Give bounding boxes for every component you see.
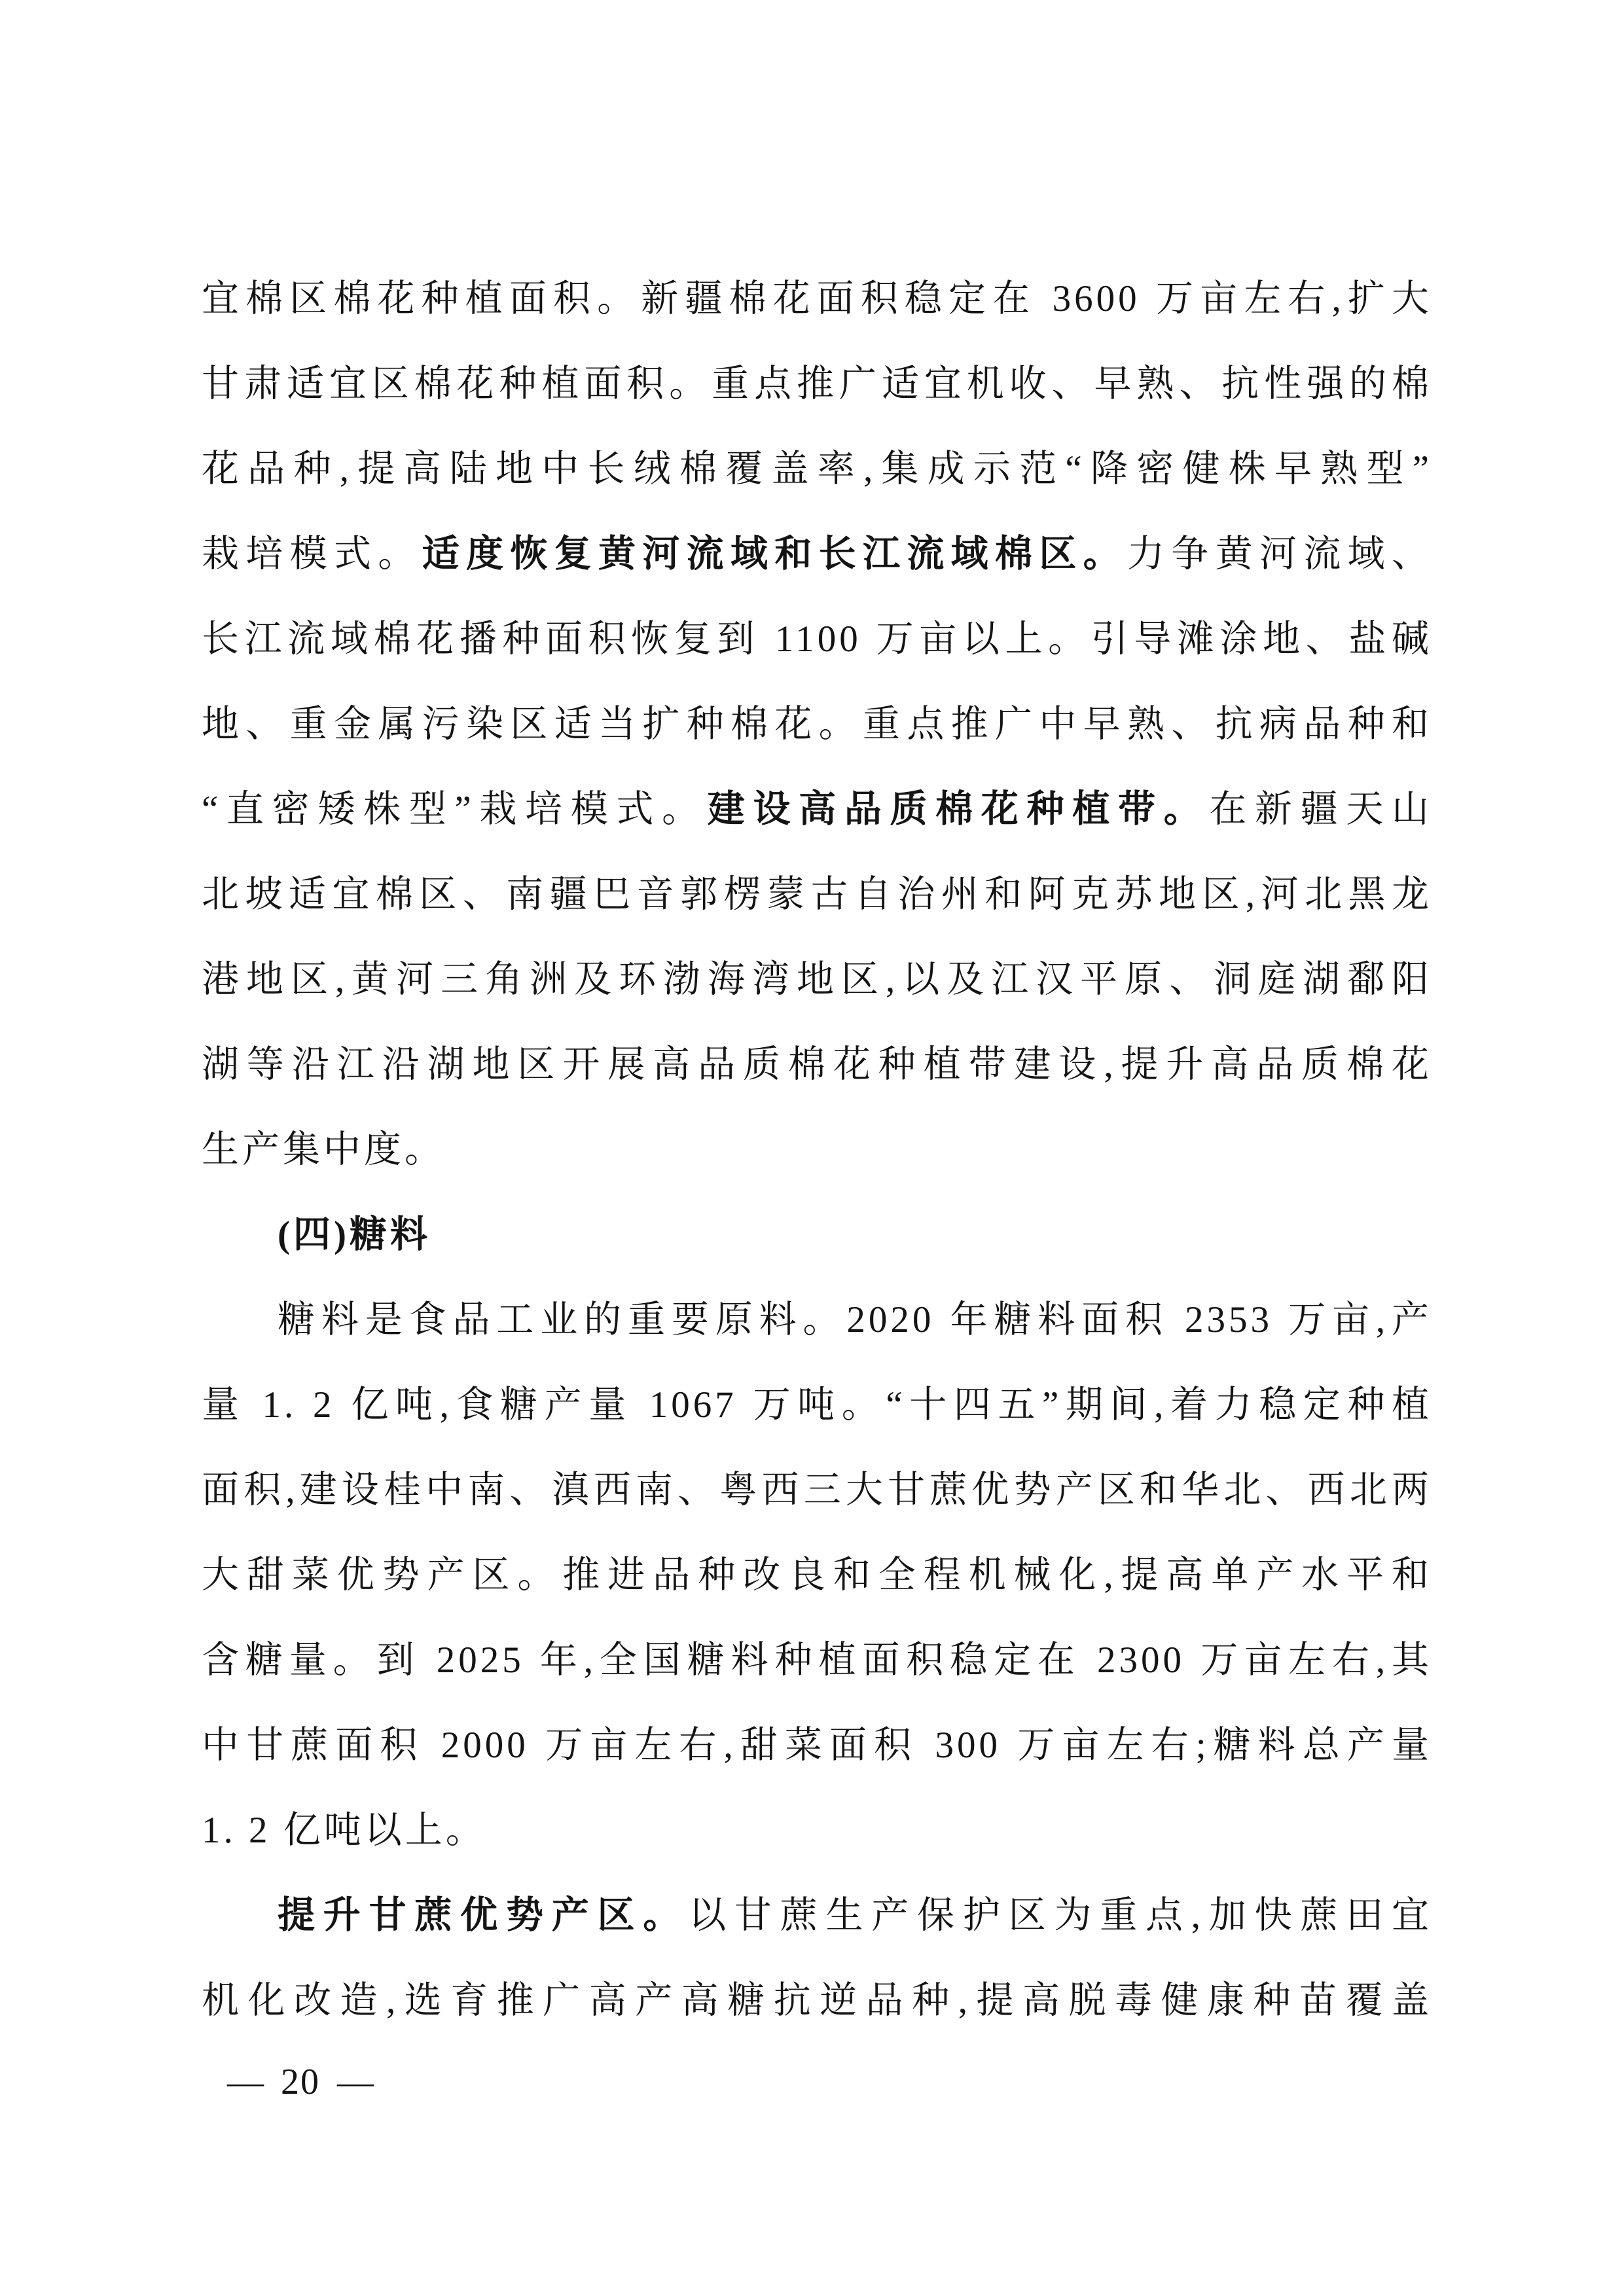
text-segment: 机化改造,选育推广高产高糖抗逆品种,提高脱毒健康种苗覆盖 (202, 1980, 1432, 2021)
text-segment: 含糖量。到 2025 年,全国糖料种植面积稳定在 2300 万亩左右,其 (202, 1640, 1432, 1681)
text-segment: 糖料是食品工业的重要原料。2020 年糖料面积 2353 万亩,产 (278, 1299, 1432, 1340)
bold-text-segment: (四)糖料 (278, 1214, 431, 1255)
text-segment: 在新疆天山 (1209, 789, 1433, 830)
text-segment: 大甜菜优势产区。推进品种改良和全程机械化,提高单产水平和 (202, 1554, 1432, 1596)
text-line (202, 1958, 1432, 2043)
text-line (202, 1788, 1432, 1873)
text-line (202, 597, 1432, 682)
text-segment: 以甘蔗生产保护区为重点,加快蔗田宜 (689, 1895, 1432, 1936)
bold-text-segment: 适度恢复黄河流域和长江流域棉区。 (422, 533, 1128, 575)
text-line (202, 512, 1432, 597)
text-line (202, 682, 1432, 767)
text-line (202, 1533, 1432, 1618)
text-segment: 生产集中度。 (202, 1129, 445, 1170)
text-line (202, 1363, 1432, 1448)
text-line (202, 342, 1432, 427)
text-line (202, 1703, 1432, 1788)
text-segment: 北坡适宜棉区、南疆巴音郭楞蒙古自治州和阿克苏地区,河北黑龙 (202, 874, 1432, 915)
text-segment: 长江流域棉花播种面积恢复到 1100 万亩以上。引导滩涂地、盐碱 (202, 619, 1432, 660)
text-segment: 甘肃适宜区棉花种植面积。重点推广适宜机收、早熟、抗性强的棉 (202, 363, 1432, 404)
text-line (202, 767, 1432, 852)
text-segment: 地、重金属污染区适当扩种棉花。重点推广中早熟、抗病品种和 (202, 704, 1432, 745)
text-line (202, 1873, 1432, 1958)
text-segment: 港地区,黄河三角洲及环渤海湾地区,以及江汉平原、洞庭湖鄱阳 (202, 959, 1432, 1000)
text-line (202, 1618, 1432, 1703)
page-number: 20 (281, 2062, 320, 2102)
page-footer (227, 2059, 374, 2105)
text-line (202, 1107, 1432, 1193)
text-line (202, 937, 1432, 1022)
text-segment: “直密矮株型”栽培模式。 (202, 789, 708, 830)
text-segment: 力争黄河流域、 (1127, 533, 1433, 575)
text-line (202, 1022, 1432, 1107)
text-segment: 中甘蔗面积 2000 万亩左右,甜菜面积 300 万亩左右;糖料总产量 (202, 1725, 1432, 1766)
text-segment: 花品种,提高陆地中长绒棉覆盖率,集成示范“降密健株早熟型” (202, 448, 1432, 490)
document-text (202, 257, 1432, 2043)
text-line (202, 1448, 1432, 1533)
bold-text-segment: 提升甘蔗优势产区。 (278, 1895, 689, 1936)
text-segment: 宜棉区棉花种植面积。新疆棉花面积稳定在 3600 万亩左右,扩大 (202, 278, 1432, 319)
text-segment: 面积,建设桂中南、滇西南、粤西三大甘蔗优势产区和华北、西北两 (202, 1469, 1432, 1511)
text-line (202, 1278, 1432, 1363)
footer-dash-right: — (337, 2062, 374, 2102)
bold-text-segment: 建设高品质棉花种植带。 (707, 789, 1210, 830)
text-line (202, 427, 1432, 512)
text-line (202, 852, 1432, 937)
text-segment: 栽培模式。 (202, 533, 422, 575)
text-segment: 量 1. 2 亿吨,食糖产量 1067 万吨。“十四五”期间,着力稳定种植 (202, 1384, 1432, 1426)
footer-dash-left: — (227, 2062, 264, 2102)
text-segment: 湖等沿江沿湖地区开展高品质棉花种植带建设,提升高品质棉花 (202, 1044, 1432, 1085)
text-line (202, 257, 1432, 342)
text-segment: 1. 2 亿吨以上。 (202, 1810, 486, 1851)
section-heading-sugar (202, 1193, 1432, 1278)
